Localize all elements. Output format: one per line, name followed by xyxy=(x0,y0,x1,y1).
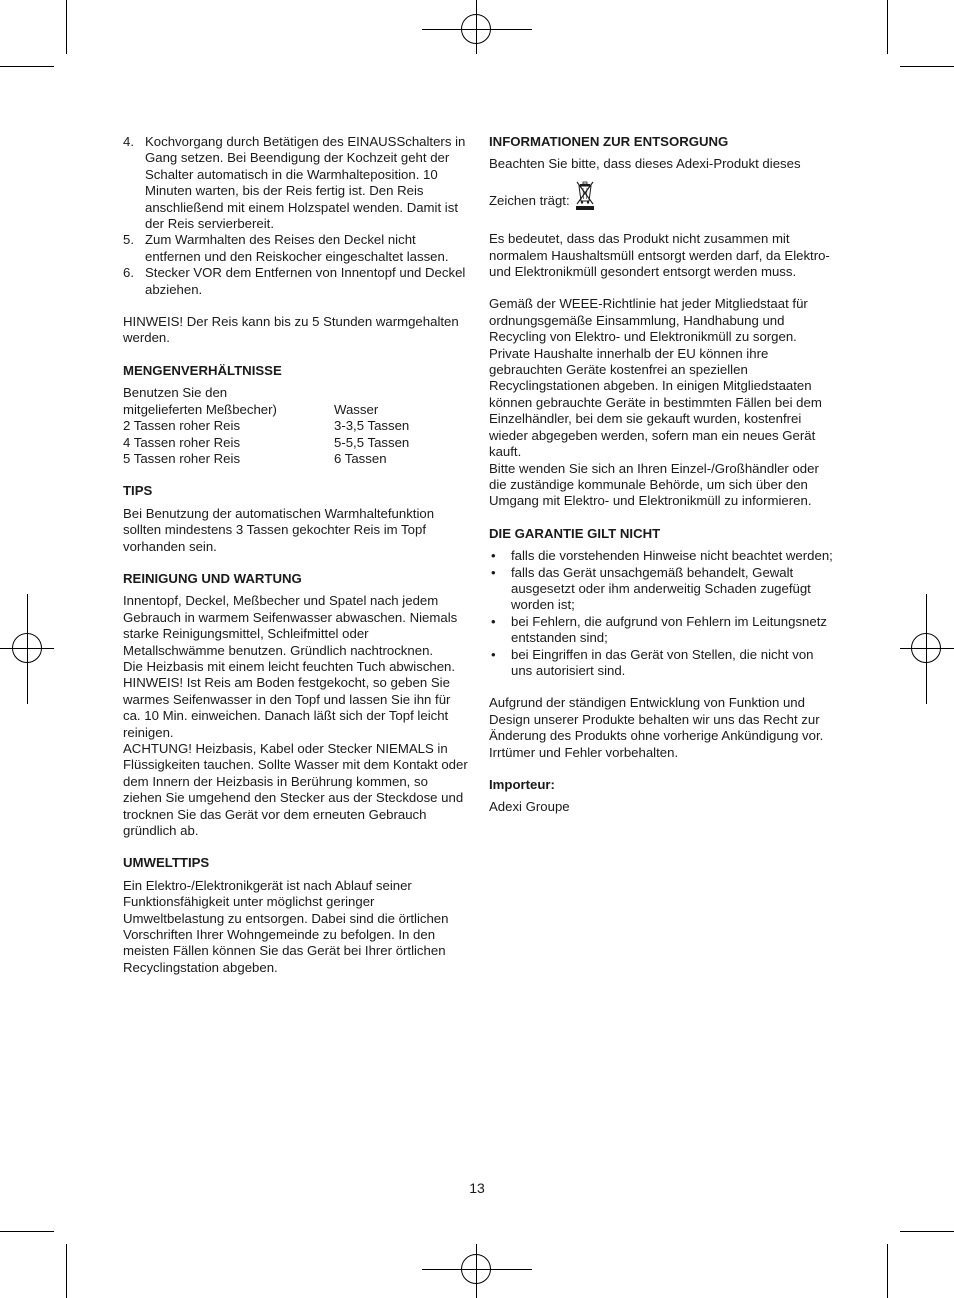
entsorgung-weee-section xyxy=(489,296,834,509)
list-item xyxy=(489,548,834,564)
table-cell: 6 Tassen xyxy=(334,450,387,466)
hinweis-note: HINWEIS! Der Reis kann bis zu 5 Stunden warmgehalten werden. xyxy=(123,314,459,346)
entsorgung-paragraph: Gemäß der WEEE-Richtlinie hat jeder Mitgliedstaat für ordnungsgemäße Einsammlung, Handhabung und Recycling von Elektro- und Elektronikmüll zu sorgen. Private Haushalte innerhalb der EU können ihre gebrauchten Geräte kostenfrei an speziellen Recyclingstationen abgeben. In einigen Mitgliedstaaten können gebrauchte Geräte in bestimmten Fällen bei dem Einzelhändler, bei dem sie gekauft wurden, kostenfrei wieder abgegeben werden, sofern man ein neues Gerät kauft. xyxy=(489,296,822,460)
reinigung-line: ACHTUNG! Heizbasis, Kabel oder Stecker NIEMALS in Flüssigkeiten tauchen. Sollte Wasser mit dem Kontakt oder dem Innern der Heizbasis in Berührung kommen, so ziehen Sie umgehend den Stecker aus der Steckdose und trocknen Sie das Gerät vor dem erneuten Gebrauch gründlich ab. xyxy=(123,741,468,839)
table-cell: mitgelieferten Meßbecher) xyxy=(123,401,277,417)
registration-mark-icon xyxy=(461,14,491,44)
table-cell: 4 Tassen roher Reis xyxy=(123,434,241,450)
importeur-label: Importeur: xyxy=(489,777,555,792)
crossed-bin-icon xyxy=(575,181,595,215)
crop-mark xyxy=(887,1244,888,1298)
crop-mark xyxy=(900,1231,954,1232)
list-item xyxy=(489,614,834,647)
tips-heading: TIPS xyxy=(123,483,153,499)
tips-text: Bei Benutzung der automatischen Warmhaltefunktion sollten mindestens 3 Tassen gekochter Reis im Topf vorhanden sein. xyxy=(123,505,435,554)
step-number: 5. xyxy=(123,232,134,248)
crop-mark xyxy=(0,66,54,67)
step-item xyxy=(123,265,468,298)
entsorgung-paragraph: Bitte wenden Sie sich an Ihren Einzel-/Großhändler oder die zuständige kommunale Behörde, um sich über den Umgang mit Elektro- und Elektronikmüll zu informieren. xyxy=(489,460,819,509)
list-item-text: falls das Gerät unsachgemäß behandelt, Gewalt ausgesetzt oder ihm anderweitig Schaden zugefügt worden ist; xyxy=(511,564,811,613)
bullet: • xyxy=(491,646,496,662)
umwelt-heading: UMWELTTIPS xyxy=(123,855,210,871)
table-row xyxy=(123,451,468,467)
table-row xyxy=(123,402,468,418)
registration-mark-icon xyxy=(12,633,42,663)
entsorgung-symbol-label: Zeichen trägt: xyxy=(489,192,570,208)
list-item xyxy=(489,565,834,614)
right-column xyxy=(489,134,834,816)
reinigung-heading: REINIGUNG UND WARTUNG xyxy=(123,570,302,586)
page-number: 13 xyxy=(469,1180,485,1196)
table-row xyxy=(123,385,468,401)
registration-mark-icon xyxy=(911,633,941,663)
entsorgung-heading: INFORMATIONEN ZUR ENTSORGUNG xyxy=(489,134,729,149)
crop-mark xyxy=(66,1244,67,1298)
entsorgung-paragraph: Es bedeutet, dass das Produkt nicht zusammen mit normalem Haushaltsmüll entsorgt werden darf, da Elektro- und Elektronikmüll gesondert entsorgt werden muss. xyxy=(489,231,830,280)
registration-mark-icon xyxy=(461,1254,491,1284)
bullet: • xyxy=(491,613,496,629)
table-cell: 3-3,5 Tassen xyxy=(334,418,410,434)
reinigung-section xyxy=(123,593,468,839)
step-item xyxy=(123,232,468,265)
reinigung-line: HINWEIS! Ist Reis am Boden festgekocht, so geben Sie warmes Seifenwasser in den Topf und lassen Sie ihn für ca. 10 Min. einweichen. Danach läßt sich der Topf leicht reinigen. xyxy=(123,675,451,740)
importeur-name: Adexi Groupe xyxy=(489,799,570,815)
umwelt-text: Ein Elektro-/Elektronikgerät ist nach Ablauf seiner Funktionsfähigkeit unter möglichst geringer Umweltbelastung zu entsorgen. Dabei sind die örtlichen Vorschriften Ihrer Wohngemeinde zu befolgen. In den meisten Fällen können Sie das Gerät bei Ihrer örtlichen Recyclingstation abgeben. xyxy=(123,877,449,975)
table-cell: Wasser xyxy=(334,401,379,417)
list-item-text: bei Fehlern, die aufgrund von Fehlern im Leitungsnetz entstanden sind; xyxy=(511,613,827,646)
bullet: • xyxy=(491,548,496,564)
step-item xyxy=(123,134,468,232)
garantie-heading: DIE GARANTIE GILT NICHT xyxy=(489,525,661,541)
step-number: 6. xyxy=(123,265,134,281)
table-row xyxy=(123,418,468,434)
table-cell: 5 Tassen roher Reis xyxy=(123,450,241,466)
aufgrund-text: Aufgrund der ständigen Entwicklung von Funktion und Design unserer Produkte behalten wir uns das Recht zur Änderung des Produkts ohne vorherige Ankündigung vor. Irrtümer und Fehler vorbehalten. xyxy=(489,695,824,760)
table-row xyxy=(123,435,468,451)
garantie-list xyxy=(489,548,834,679)
step-number: 4. xyxy=(123,134,134,149)
reinigung-line: Innentopf, Deckel, Meßbecher und Spatel nach jedem Gebrauch in warmem Seifenwasser abwaschen. Niemals starke Reinigungsmittel, Schleifmittel oder Metallschwämme benutzen. Gründlich nachtrocknen. xyxy=(123,593,458,658)
step-text: Stecker VOR dem Entfernen von Innentopf und Deckel abziehen. xyxy=(145,265,466,297)
crop-mark xyxy=(887,0,888,54)
list-item xyxy=(489,647,834,680)
bullet: • xyxy=(491,564,496,580)
instruction-steps xyxy=(123,134,468,298)
step-text: Zum Warmhalten des Reises den Deckel nicht entfernen und den Reiskocher eingeschaltet lassen. xyxy=(145,232,449,264)
entsorgung-symbol-line xyxy=(489,181,834,215)
quantity-table xyxy=(123,385,468,467)
crop-mark xyxy=(0,1231,54,1232)
list-item-text: bei Eingriffen in das Gerät von Stellen, die nicht von uns autorisiert sind. xyxy=(511,646,814,678)
table-cell xyxy=(334,385,468,401)
entsorgung-intro: Beachten Sie bitte, dass dieses Adexi-Produkt dieses xyxy=(489,156,801,172)
step-text: Kochvorgang durch Betätigen des EINAUSSchalters in Gang setzen. Bei Beendigung der Kochzeit geht der Schalter automatisch in die Warmhalteposition. 10 Minuten warten, bis der Reis fertig ist. Den Reis anschließend mit einem Holzspatel wenden. Damit ist der Reis servierbereit. xyxy=(145,134,466,232)
table-cell: 5-5,5 Tassen xyxy=(334,434,410,450)
table-cell: Benutzen Sie den xyxy=(123,385,228,401)
reinigung-line: Die Heizbasis mit einem leicht feuchten Tuch abwischen. xyxy=(123,658,456,674)
table-cell: 2 Tassen roher Reis xyxy=(123,418,241,434)
list-item-text: falls die vorstehenden Hinweise nicht beachtet werden; xyxy=(511,548,833,564)
mengen-heading: MENGENVERHÄLTNISSE xyxy=(123,362,282,378)
left-column xyxy=(123,134,468,992)
crop-mark xyxy=(66,0,67,54)
crop-mark xyxy=(900,66,954,67)
